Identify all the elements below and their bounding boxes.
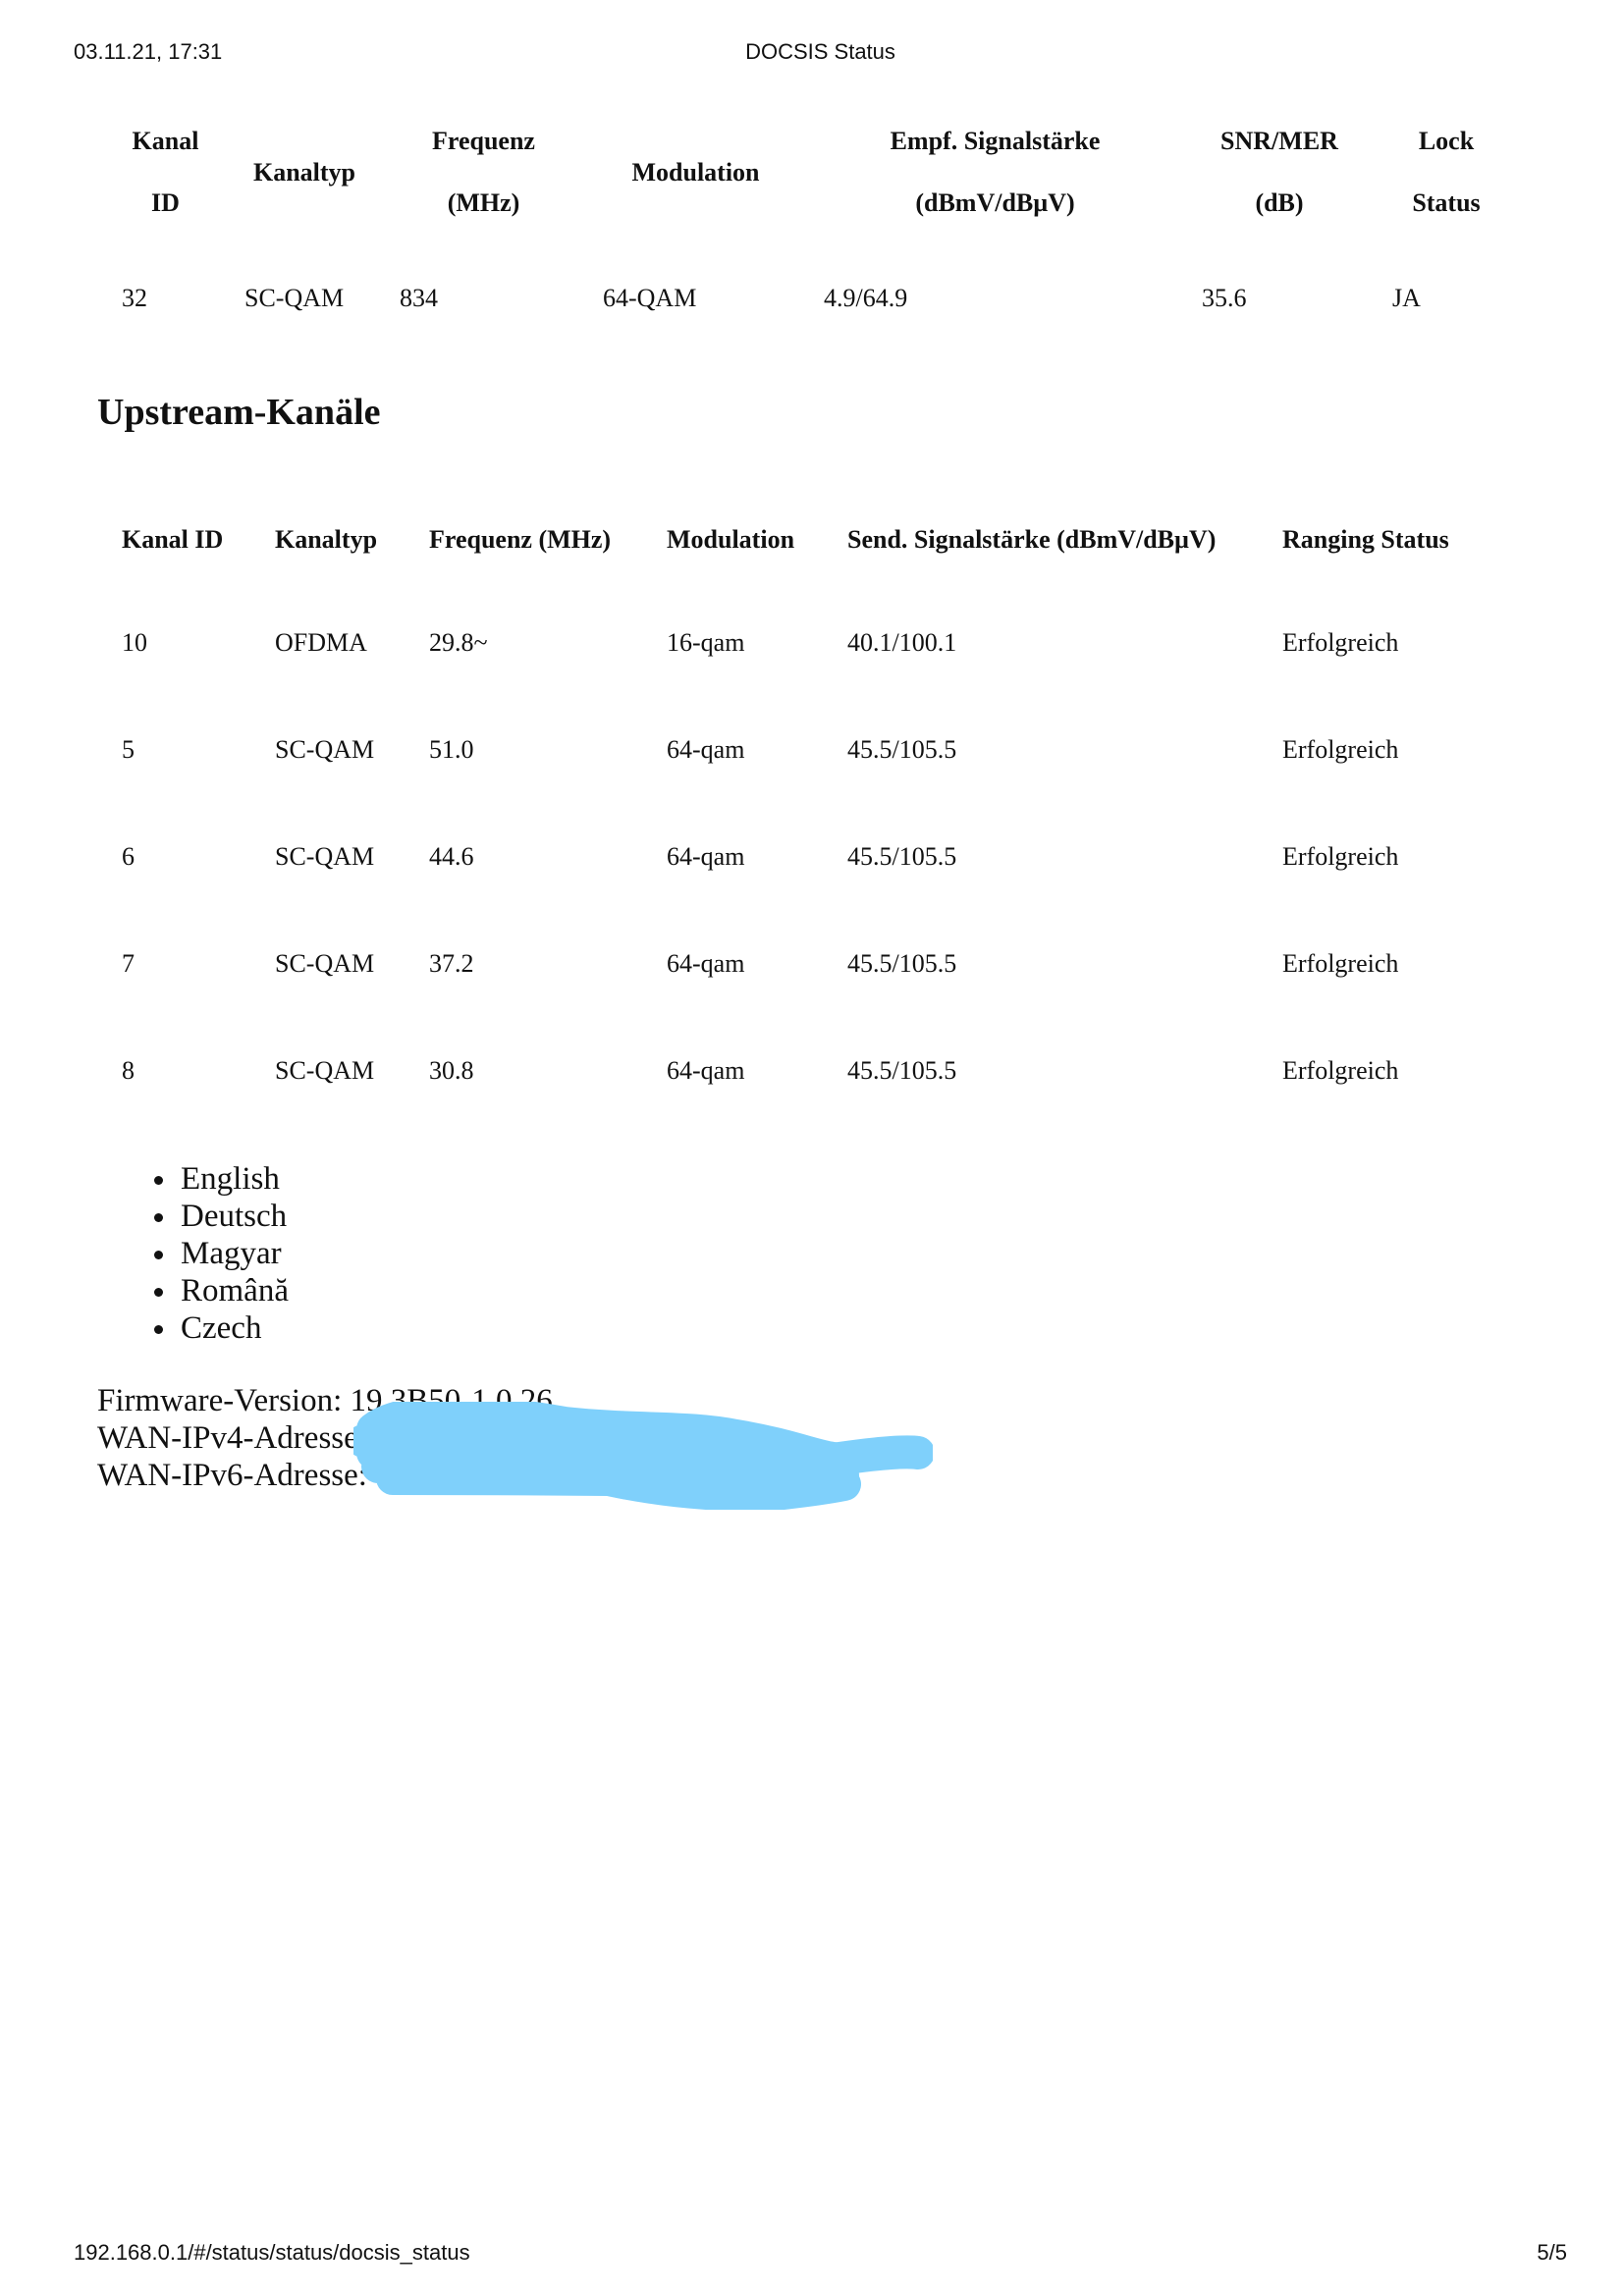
language-link-czech[interactable]: • Czech: [179, 1309, 289, 1347]
firmware-version: Firmware-Version: 19.3B50-1.0.26: [97, 1383, 553, 1418]
language-link-deutsch[interactable]: • Deutsch: [179, 1198, 289, 1235]
header-kanal-id: Kanal ID: [132, 127, 199, 217]
cell-send-signal-strength: 45.5/105.5: [847, 948, 957, 978]
table-row: [104, 803, 1518, 910]
cell-ranging-status: Erfolgreich: [1282, 1055, 1399, 1085]
cell-signal-strength: 4.9/64.9: [824, 284, 908, 312]
table-row: [104, 696, 1518, 803]
table-row: [104, 234, 1518, 363]
downstream-header-row: [104, 110, 1518, 234]
cell-kanaltyp: OFDMA: [275, 627, 367, 657]
cell-ranging-status: Erfolgreich: [1282, 734, 1399, 764]
header-signal-strength: Empf. Signalstärke (dBmV/dBµV): [890, 127, 1101, 217]
cell-kanaltyp: SC-QAM: [275, 948, 375, 978]
header-modulation: Modulation: [667, 525, 795, 554]
page-url: 192.168.0.1/#/status/status/docsis_status: [74, 2240, 470, 2265]
cell-kanal-id: 32: [122, 284, 147, 312]
cell-frequenz: 30.8: [429, 1055, 474, 1085]
cell-modulation: 64-qam: [667, 841, 745, 871]
cell-lock-status: JA: [1392, 284, 1421, 312]
header-kanaltyp: Kanaltyp: [252, 157, 356, 187]
redaction-scribble: [353, 1402, 933, 1510]
print-header: [74, 39, 1567, 69]
wan-ipv4-label: WAN-IPv4-Adresse: [97, 1420, 358, 1456]
header-send-signal-strength: Send. Signalstärke (dBmV/dBµV): [847, 525, 1217, 554]
cell-kanal-id: 6: [122, 841, 135, 871]
header-ranging-status: Ranging Status: [1282, 525, 1449, 554]
cell-frequenz: 834: [400, 284, 438, 312]
print-page-title: DOCSIS Status: [745, 39, 895, 64]
cell-kanal-id: 5: [122, 734, 135, 764]
language-link-english[interactable]: • English: [179, 1160, 289, 1198]
cell-kanal-id: 7: [122, 948, 135, 978]
language-link-magyar[interactable]: • Magyar: [179, 1235, 289, 1272]
cell-modulation: 64-QAM: [603, 284, 697, 312]
cell-send-signal-strength: 45.5/105.5: [847, 841, 957, 871]
cell-kanaltyp: SC-QAM: [275, 734, 375, 764]
table-row: [104, 910, 1518, 1017]
wan-ipv6-label: WAN-IPv6-Adresse:: [97, 1458, 367, 1493]
header-snr-mer: SNR/MER (dB): [1220, 127, 1338, 217]
cell-modulation: 16-qam: [667, 627, 745, 657]
cell-frequenz: 29.8~: [429, 627, 488, 657]
cell-frequenz: 44.6: [429, 841, 474, 871]
cell-send-signal-strength: 45.5/105.5: [847, 1055, 957, 1085]
header-kanaltyp: Kanaltyp: [275, 525, 378, 554]
cell-kanal-id: 10: [122, 627, 147, 657]
table-row: [104, 1017, 1518, 1124]
page-number: 5/5: [1537, 2240, 1567, 2265]
header-lock-status: Lock Status: [1412, 127, 1481, 217]
header-modulation: Modulation: [631, 157, 760, 187]
cell-kanaltyp: SC-QAM: [244, 284, 345, 312]
cell-ranging-status: Erfolgreich: [1282, 948, 1399, 978]
cell-modulation: 64-qam: [667, 734, 745, 764]
cell-kanaltyp: SC-QAM: [275, 841, 375, 871]
print-footer: [74, 2240, 1567, 2269]
header-kanal-id: Kanal ID: [122, 525, 224, 554]
upstream-header-row: [104, 491, 1518, 589]
cell-snr-mer: 35.6: [1202, 284, 1247, 312]
cell-modulation: 64-qam: [667, 948, 745, 978]
cell-frequenz: 37.2: [429, 948, 474, 978]
cell-modulation: 64-qam: [667, 1055, 745, 1085]
table-row: [104, 589, 1518, 696]
cell-kanaltyp: SC-QAM: [275, 1055, 375, 1085]
header-frequenz: Frequenz (MHz): [429, 525, 612, 554]
upstream-table: [104, 491, 1518, 1124]
cell-ranging-status: Erfolgreich: [1282, 841, 1399, 871]
cell-send-signal-strength: 45.5/105.5: [847, 734, 957, 764]
downstream-table: [104, 110, 1518, 363]
cell-frequenz: 51.0: [429, 734, 474, 764]
language-list: [137, 1160, 289, 1347]
language-link-romana[interactable]: • Română: [179, 1272, 289, 1309]
header-frequenz: Frequenz (MHz): [432, 127, 535, 217]
print-datetime: 03.11.21, 17:31: [74, 39, 223, 64]
cell-send-signal-strength: 40.1/100.1: [847, 627, 957, 657]
cell-ranging-status: Erfolgreich: [1282, 627, 1399, 657]
cell-kanal-id: 8: [122, 1055, 135, 1085]
upstream-section-title: Upstream-Kanäle: [97, 392, 381, 433]
